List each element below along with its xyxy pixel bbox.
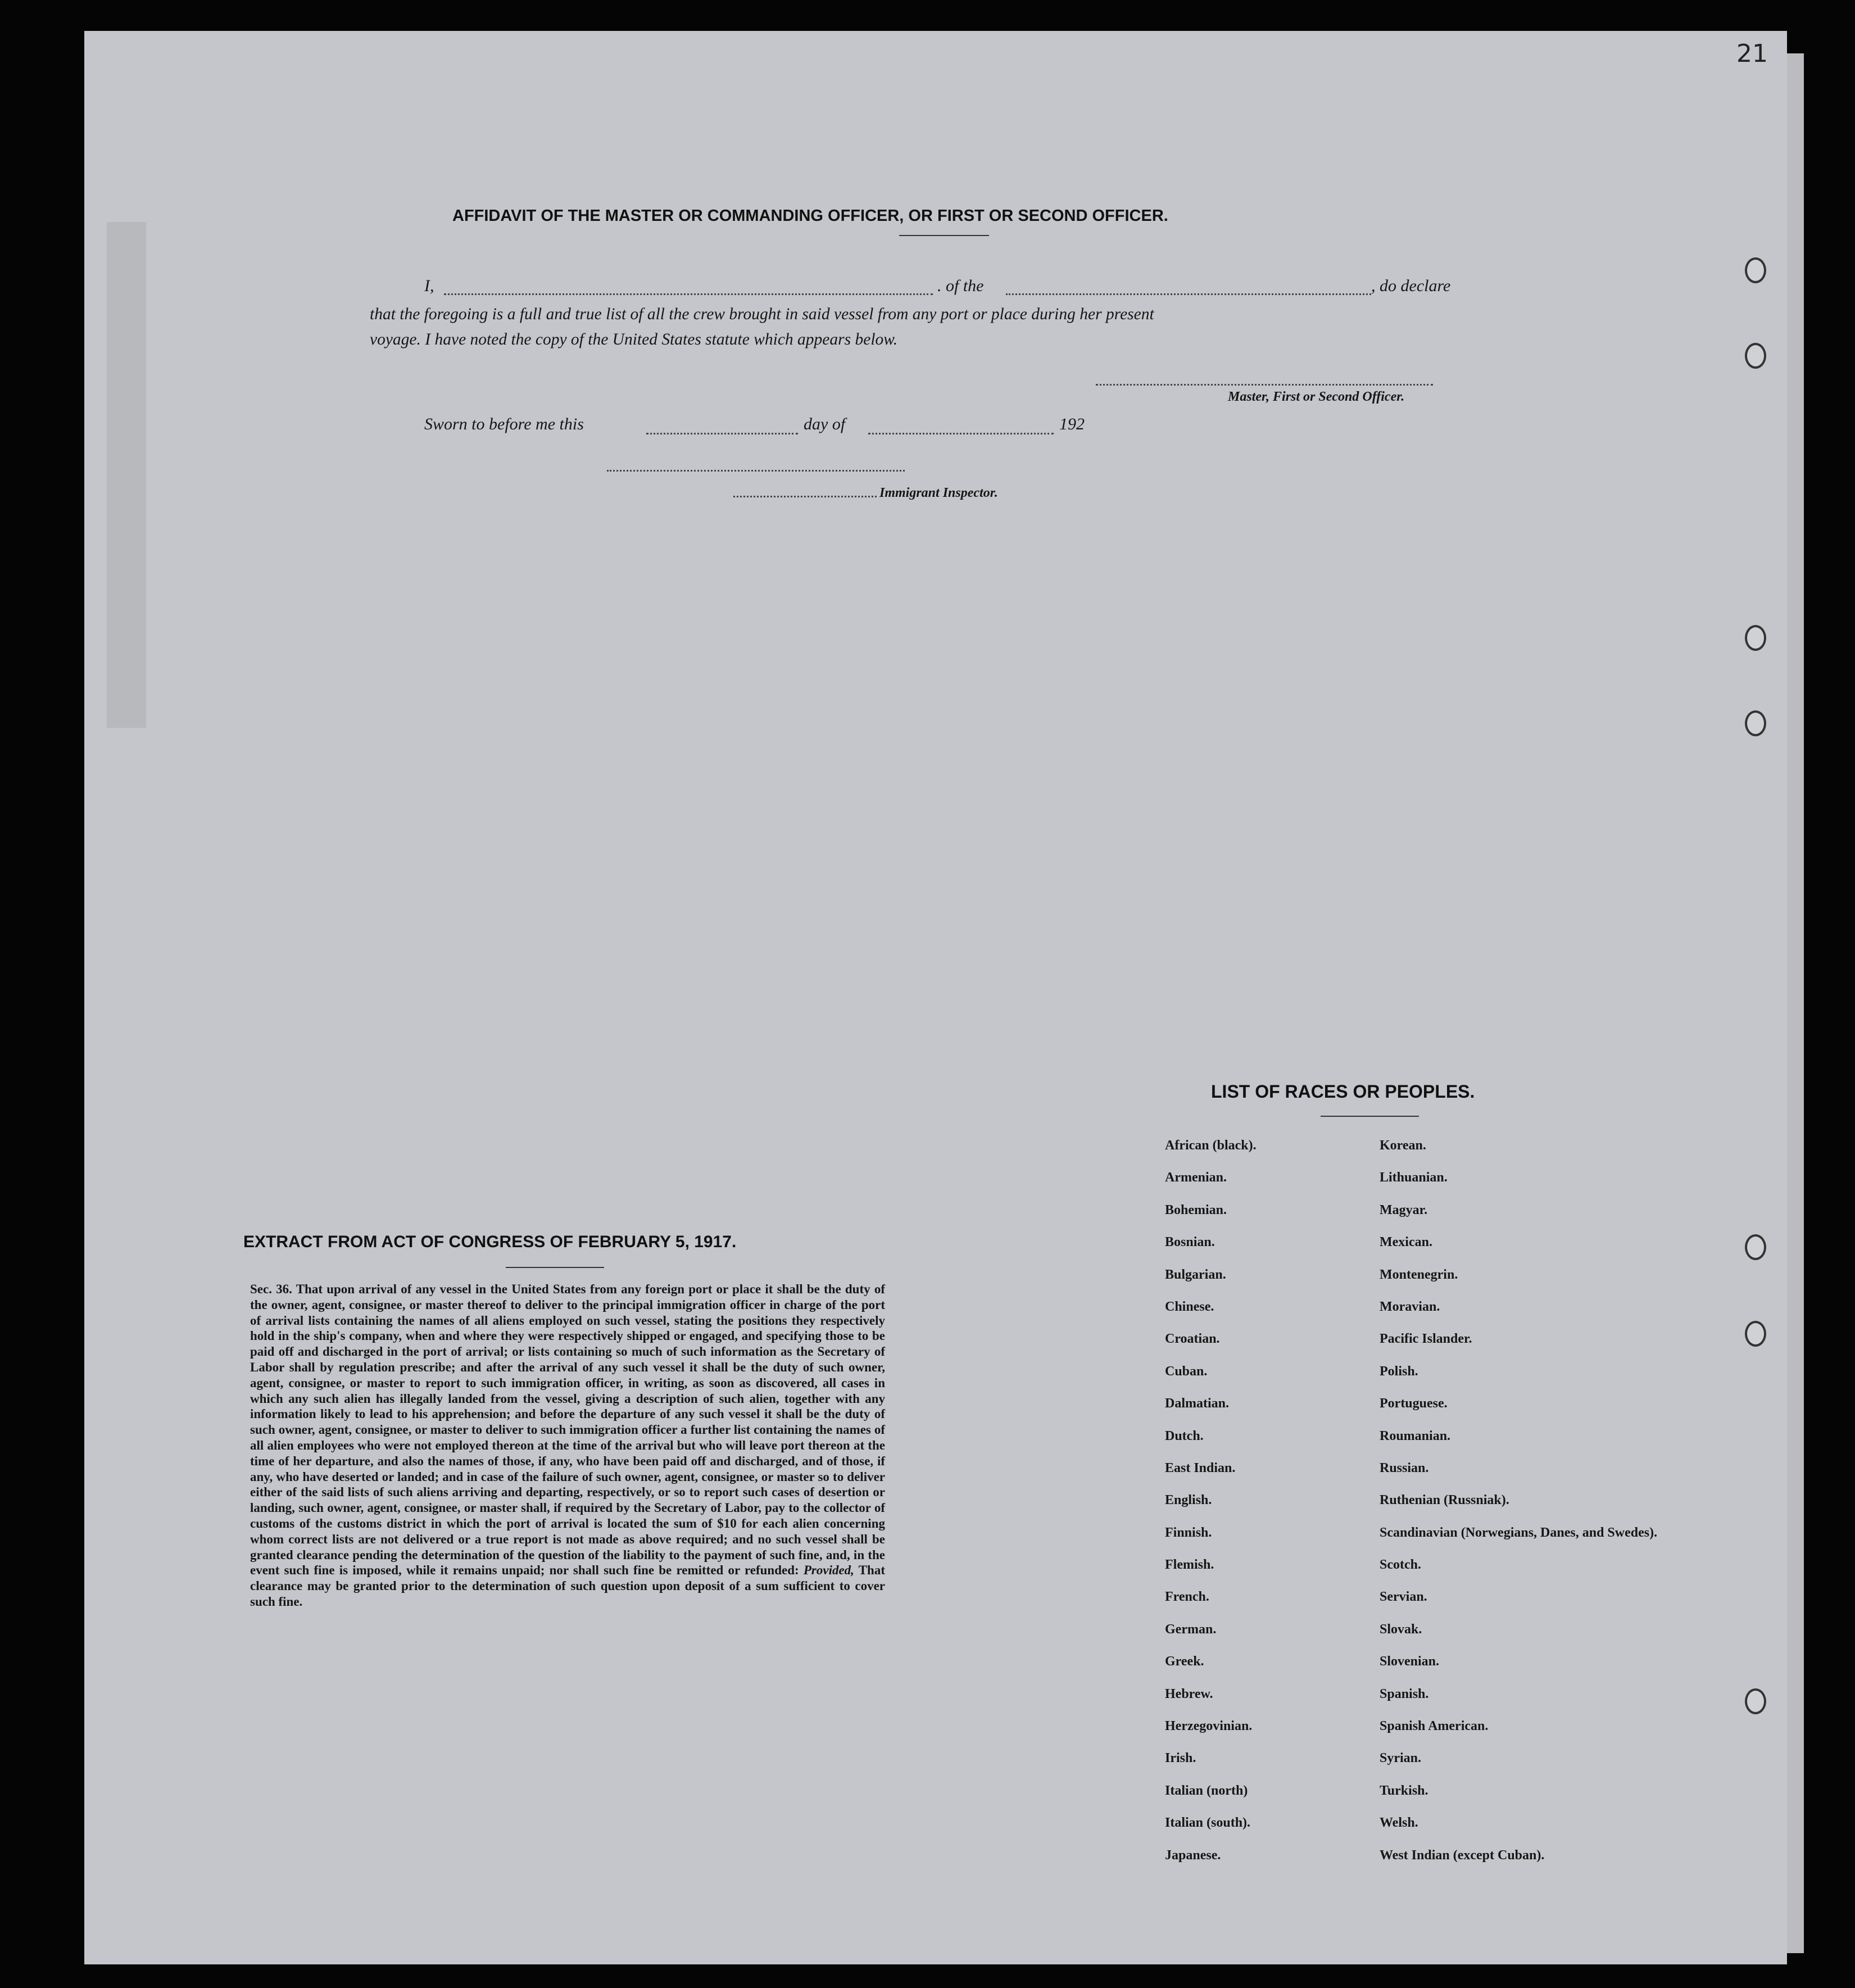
- affidavit-line-3: voyage. I have noted the copy of the United States statute which appears below.: [370, 330, 898, 348]
- race-item: Hebrew.: [1165, 1686, 1213, 1701]
- race-item: Spanish.: [1380, 1686, 1429, 1701]
- statute-body: That upon arrival of any vessel in the United States from any foreign port or place it shall be the duty of the owner, agent, consignee, or master thereof to deliver to the principal immigration officer in charge of the port of arrival lists containing the names of all aliens employed on such vessel, stating the positions they respectively hold in the ship's company, when and where they were respectively shipped or engaged, and specifying those to be paid off and discharged in the port of arrival; or lists containing so much of such information as the Secretary of Labor shall by regulation prescribe; and after the arrival of any such vessel it shall be the duty of such owner, agent, consignee, or master to report to such immigration officer, in writing, as soon as discovered, all cases in which any such alien has illegally landed from the vessel, giving a description of such alien, together with any information likely to lead to his apprehension; and before the departure of any such vessel it shall be the duty of such owner, agent, consignee, or master to deliver to such immigration officer a further list containing the names of all alien employees who were not employed thereon at the time of the arrival but who will leave port thereon at the time of her departure, and also the names of those, if any, who have been paid off and discharged, and of those, if any, who have deserted or landed; and in case of the failure of such owner, agent, consignee, or master so to deliver either of the said lists of such aliens arriving and departing, respectively, or so to report such cases of desertion or landing, such owner, agent, consignee, or master shall, if required by the Secretary of Labor, pay to the collector of customs of the customs district in which the port of arrival is located the sum of $10 for each alien concerning whom correct lists are not delivered or a true report is not made as above required; and no such vessel shall be granted clearance pending the determination of the question of the liability to the payment of such fine, and, in the event such fine is imposed, while it remains unpaid; nor shall such fine be remitted or refunded:: [250, 1282, 885, 1578]
- race-item: West Indian (except Cuban).: [1380, 1847, 1545, 1863]
- race-item: Chinese.: [1165, 1299, 1214, 1314]
- torn-left-edge: [107, 222, 146, 728]
- race-item: African (black).: [1165, 1138, 1257, 1153]
- races-title-rule: [1321, 1116, 1419, 1117]
- affidavit-title-rule: [899, 235, 989, 236]
- extract-title-rule: [506, 1267, 604, 1268]
- race-item: Turkish.: [1380, 1783, 1428, 1798]
- punch-hole: [1745, 625, 1766, 651]
- year-label: 192: [1059, 415, 1085, 433]
- races-column-2: [1380, 1138, 1657, 1880]
- race-item: Italian (north): [1165, 1783, 1248, 1798]
- race-item: Servian.: [1380, 1590, 1427, 1605]
- inspector-label: Immigrant Inspector.: [879, 486, 998, 500]
- race-item: Slovenian.: [1380, 1654, 1440, 1669]
- race-item: Scandinavian (Norwegians, Danes, and Swedes).: [1380, 1525, 1658, 1540]
- race-item: Welsh.: [1380, 1815, 1418, 1831]
- race-item: Montenegrin.: [1380, 1267, 1458, 1282]
- race-item: Croatian.: [1165, 1332, 1220, 1347]
- provided-label: Provided,: [803, 1563, 854, 1578]
- race-item: Moravian.: [1380, 1299, 1440, 1314]
- name-field-line: [444, 293, 933, 295]
- race-item: Herzegovinian.: [1165, 1719, 1253, 1734]
- race-item: Magyar.: [1380, 1202, 1428, 1217]
- sworn-month-line: [868, 433, 1054, 434]
- race-item: Scotch.: [1380, 1557, 1421, 1573]
- sworn-label: Sworn to before me this: [424, 415, 584, 433]
- sworn-day-line: [646, 433, 798, 434]
- race-item: Dutch.: [1165, 1428, 1204, 1443]
- affidavit-line-2: that the foregoing is a full and true list of all the crew brought in said vessel from any port or place during her present: [370, 305, 1154, 323]
- affidavit-of-the-label: . of the: [937, 277, 984, 295]
- race-item: Italian (south).: [1165, 1815, 1251, 1831]
- race-item: Finnish.: [1165, 1525, 1212, 1540]
- race-item: Roumanian.: [1380, 1428, 1451, 1443]
- race-item: Lithuanian.: [1380, 1170, 1448, 1185]
- punch-hole: [1745, 1688, 1766, 1714]
- punch-hole: [1745, 1321, 1766, 1347]
- race-item: Greek.: [1165, 1654, 1204, 1669]
- race-item: Bosnian.: [1165, 1235, 1215, 1250]
- race-item: Flemish.: [1165, 1557, 1214, 1573]
- punch-hole: [1745, 343, 1766, 369]
- race-item: Korean.: [1380, 1138, 1426, 1153]
- affidavit-title: AFFIDAVIT OF THE MASTER OR COMMANDING OFFICER, OR FIRST OR SECOND OFFICER.: [452, 207, 1168, 225]
- race-item: Dalmatian.: [1165, 1396, 1229, 1411]
- races-title: LIST OF RACES OR PEOPLES.: [1211, 1081, 1475, 1102]
- race-item: German.: [1165, 1622, 1217, 1637]
- race-item: Pacific Islander.: [1380, 1332, 1472, 1347]
- inspector-signature-line: [733, 496, 877, 497]
- race-item: Bulgarian.: [1165, 1267, 1226, 1282]
- race-item: Polish.: [1380, 1364, 1418, 1379]
- race-item: Slovak.: [1380, 1622, 1422, 1637]
- vessel-field-line: [1006, 293, 1371, 295]
- race-item: Irish.: [1165, 1751, 1196, 1766]
- race-item: Cuban.: [1165, 1364, 1208, 1379]
- handwritten-corner-mark: 21: [1736, 39, 1768, 68]
- inspector-signature-line-top: [607, 470, 905, 472]
- punch-hole: [1745, 1234, 1766, 1260]
- race-item: Armenian.: [1165, 1170, 1227, 1185]
- race-item: Bohemian.: [1165, 1202, 1227, 1217]
- section-label: Sec. 36.: [250, 1282, 292, 1296]
- punch-hole: [1745, 710, 1766, 736]
- affidavit-i-label: I,: [424, 277, 434, 295]
- race-item: Japanese.: [1165, 1847, 1221, 1863]
- race-item: Syrian.: [1380, 1751, 1422, 1766]
- race-item: Portuguese.: [1380, 1396, 1448, 1411]
- day-of-label: day of: [804, 415, 846, 433]
- race-item: Ruthenian (Russniak).: [1380, 1493, 1509, 1508]
- races-column-1: [1165, 1138, 1257, 1880]
- race-item: Russian.: [1380, 1460, 1429, 1475]
- race-item: Spanish American.: [1380, 1719, 1489, 1734]
- race-item: French.: [1165, 1590, 1209, 1605]
- race-item: English.: [1165, 1493, 1212, 1508]
- affidavit-declare-label: , do declare: [1371, 277, 1451, 295]
- master-signature-label: Master, First or Second Officer.: [1228, 390, 1405, 404]
- statute-text: [250, 1281, 885, 1610]
- statute-body-end: That clearance may be granted prior to the determination of such question upon deposit of a sum sufficient to cover such fine.: [250, 1563, 886, 1609]
- punch-hole: [1745, 257, 1766, 283]
- extract-title: EXTRACT FROM ACT OF CONGRESS OF FEBRUARY 5, 1917.: [243, 1233, 737, 1251]
- race-item: East Indian.: [1165, 1460, 1236, 1475]
- master-signature-line: [1096, 384, 1433, 386]
- race-item: Mexican.: [1380, 1235, 1432, 1250]
